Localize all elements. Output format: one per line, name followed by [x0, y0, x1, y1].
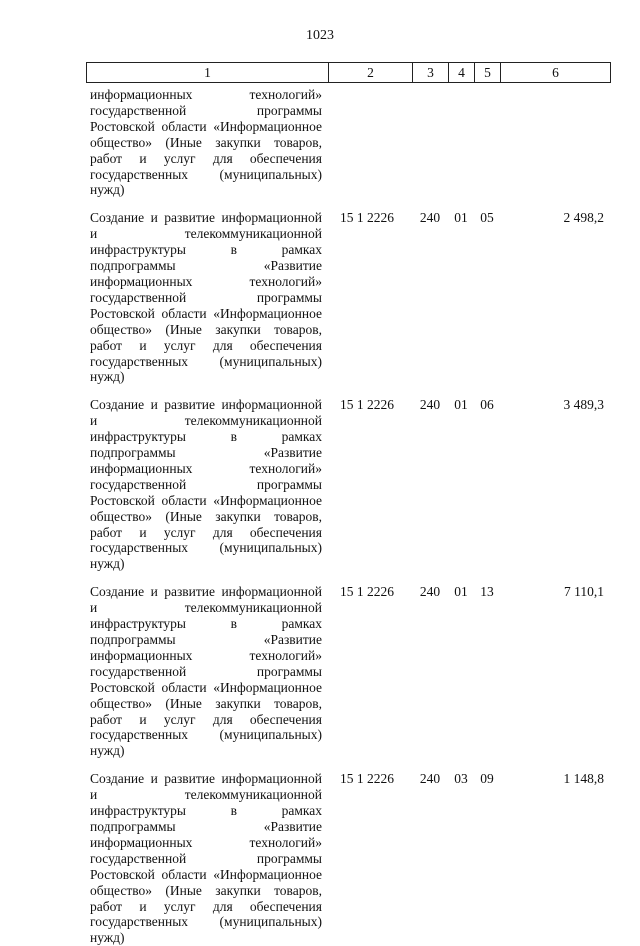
row-amount: 3 489,3: [563, 397, 604, 413]
row-expense-type: 240: [419, 771, 441, 787]
row-expense-type: 240: [419, 584, 441, 600]
table-body: [86, 85, 610, 946]
row-description: Создание и развитие информационной и телекоммуникационной инфраструктуры в рамках подпрограммы «Развитие информационных технологий» государственной программы Ростовской области «Информационное общество» (Иные закупки товаров, работ и услуг для обеспечения государственных (муниципальных) нужд): [90, 771, 322, 946]
column-header-5: 5: [475, 63, 501, 83]
row-description: Создание и развитие информационной и телекоммуникационной инфраструктуры в рамках подпрограммы «Развитие информационных технологий» государственной программы Ростовской области «Информационное общество» (Иные закупки товаров, работ и услуг для обеспечения государственных (муниципальных) нужд): [90, 584, 322, 759]
row-section: 03: [454, 771, 468, 787]
column-header-2: 2: [329, 63, 413, 83]
row-expense-type: 240: [419, 210, 441, 226]
row-subsection: 13: [480, 584, 494, 600]
row-section: 01: [454, 397, 468, 413]
row-target-article: 15 1 2226: [340, 210, 394, 226]
row-amount: 7 110,1: [564, 584, 604, 600]
table-row-continuation: [86, 85, 610, 198]
column-header-6: 6: [501, 63, 611, 83]
row-expense-type: 240: [419, 397, 441, 413]
row-amount: 2 498,2: [563, 210, 604, 226]
row-target-article: 15 1 2226: [340, 584, 394, 600]
column-header-3: 3: [413, 63, 449, 83]
column-header-1: 1: [87, 63, 329, 83]
row-section: 01: [454, 584, 468, 600]
table-row: [86, 584, 610, 759]
row-description: информационных технологий» государственной программы Ростовской области «Информационное общество» (Иные закупки товаров, работ и услуг для обеспечения государственных (муниципальных) нужд): [90, 87, 322, 198]
row-subsection: 06: [480, 397, 494, 413]
row-description: Создание и развитие информационной и телекоммуникационной инфраструктуры в рамках подпрограммы «Развитие информационных технологий» государственной программы Ростовской области «Информационное общество» (Иные закупки товаров, работ и услуг для обеспечения государственных (муниципальных) нужд): [90, 397, 322, 572]
row-subsection: 05: [480, 210, 494, 226]
row-description: Создание и развитие информационной и телекоммуникационной инфраструктуры в рамках подпрограммы «Развитие информационных технологий» государственной программы Ростовской области «Информационное общество» (Иные закупки товаров, работ и услуг для обеспечения государственных (муниципальных) нужд): [90, 210, 322, 385]
column-header-4: 4: [449, 63, 475, 83]
column-header-row: [87, 63, 611, 83]
row-subsection: 09: [480, 771, 494, 787]
row-amount: 1 148,8: [563, 771, 604, 787]
table-row: [86, 210, 610, 385]
column-header-table: [86, 62, 611, 83]
row-target-article: 15 1 2226: [340, 397, 394, 413]
row-section: 01: [454, 210, 468, 226]
page-number: 1023: [306, 28, 334, 43]
row-target-article: 15 1 2226: [340, 771, 394, 787]
table-row: [86, 397, 610, 572]
table-row: [86, 771, 610, 946]
